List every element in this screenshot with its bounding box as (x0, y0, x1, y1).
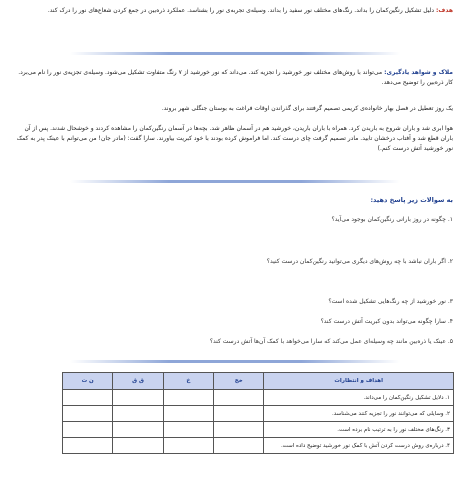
grade-cell[interactable] (113, 406, 163, 422)
header-very-good: خخ (214, 373, 264, 390)
story-intro: یک روز تعطیل در فصل بهار خانواده‌ی کریمی تصمیم گرفتند برای گذراندن اوقات فراغت به بوستان جنگلی شهر بروند. (161, 105, 453, 112)
grade-cell[interactable] (63, 422, 113, 438)
question-2: ۲. اگر باران نباشد با چه روش‌های دیگری می‌توانید رنگین‌کمان درست کنید؟ (266, 258, 453, 265)
table-row (63, 422, 454, 438)
question-1: ۱. چگونه در روز بارانی رنگین‌کمان بوجود می‌آید؟ (331, 216, 453, 223)
table-header-row (63, 373, 454, 390)
section-divider (70, 52, 400, 55)
question-4: ۴. سارا چگونه می‌تواند بدون کبریت آتش درست کند؟ (320, 318, 453, 325)
header-acceptable: ق ق (113, 373, 163, 390)
objective-cell: ۳. رنگ‌های مختلف نور را به ترتیب نام برده است. (264, 422, 454, 438)
goal-text: دلیل تشکیل رنگین‌کمان را بداند. رنگ‌های مختلف نور سفید را بداند. وسیله‌ی تجربه‌ی نور را بشناسد. عملکرد ذره‌بین در جمع کردن شعاع‌های نور را درک کند. (47, 7, 435, 14)
table-row (63, 390, 454, 406)
question-5: ۵. عینک یا ذره‌بین مانند چه وسیله‌ای عمل می‌کند که سارا می‌خواهد با کمک آن‌ها آتش درست کند؟ (209, 338, 453, 345)
grade-cell[interactable] (214, 438, 264, 454)
grade-cell[interactable] (163, 422, 213, 438)
header-objectives: اهداف و انتظارات (264, 373, 454, 390)
grade-cell[interactable] (113, 390, 163, 406)
objective-cell: ۲. وسایلی که می‌توانند نور را تجزیه کنند می‌شناسد. (264, 406, 454, 422)
header-good: خ (163, 373, 213, 390)
grade-cell[interactable] (214, 406, 264, 422)
evaluation-table (62, 372, 454, 454)
criteria-paragraph (14, 68, 453, 88)
section-divider (70, 180, 400, 183)
goal-paragraph (14, 6, 453, 16)
questions-heading: به سوالات زیر پاسخ دهید: (370, 196, 453, 204)
story-body: هوا ابری شد و باران شروع به باریدن کرد. همراه با باران باریدن، خورشید هم در آسمان ظاهر شد. بچه‌ها در آسمان رنگین‌کمان را مشاهده کردند و خوشحال شدند. پس از آن باران قطع شد و آفتاب درخشان تابید. مادر تصمیم گرفت چای درست کند. اما فراموش کرده بودند با خود کبریت بیاورند. سارا گفت: (مادر جان! من می‌توانم با عینک پدر به‌ کمک نور خورشید آتش درست کنم.) (16, 125, 453, 152)
section-divider (70, 360, 400, 363)
question-3: ۳. نور خورشید از چه رنگ‌هایی تشکیل شده است؟ (328, 298, 453, 305)
objective-cell: ۱. دلایل تشکیل رنگین‌کمان را می‌داند. (264, 390, 454, 406)
header-needs-work: ن ت (63, 373, 113, 390)
grade-cell[interactable] (63, 390, 113, 406)
criteria-label: ملاک و شواهد یادگیری: (384, 69, 453, 76)
grade-cell[interactable] (163, 438, 213, 454)
table-row (63, 406, 454, 422)
grade-cell[interactable] (113, 438, 163, 454)
goal-label: هدف: (436, 7, 453, 14)
grade-cell[interactable] (214, 390, 264, 406)
criteria-text-1: می‌تواند با روش‌های مختلف نور خورشید را تجزیه کند. می‌داند که نور خورشید از ۷ رنگ متفاوت تشکیل می‌شود. وسیله‌ی تجزیه‌ی نور را نام می‌برد. کار ذره‌بین را توضیح می‌دهد. (18, 69, 453, 86)
grade-cell[interactable] (214, 422, 264, 438)
grade-cell[interactable] (163, 406, 213, 422)
grade-cell[interactable] (63, 406, 113, 422)
grade-cell[interactable] (163, 390, 213, 406)
table-row (63, 438, 454, 454)
grade-cell[interactable] (113, 422, 163, 438)
grade-cell[interactable] (63, 438, 113, 454)
objective-cell: ۴. درباره‌ی روش درست کردن آتش با کمک نور خورشید توضیح داده است. (264, 438, 454, 454)
